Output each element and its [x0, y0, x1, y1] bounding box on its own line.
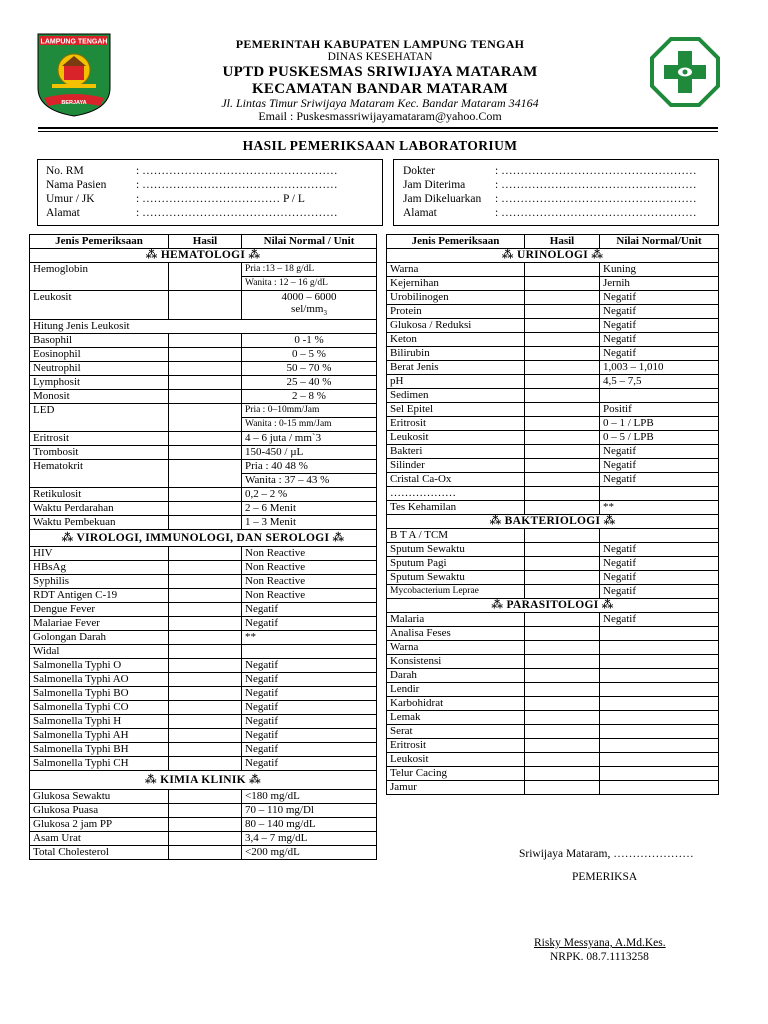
table-row: Monosit 2 – 8 %: [30, 390, 377, 404]
table-row: Sputum Sewaktu Negatif: [387, 543, 719, 557]
patient-info-box: [37, 159, 383, 226]
table-row: Trombosit 150-450 / µL: [30, 446, 377, 460]
table-row: Waktu Pembekuan 1 – 3 Menit: [30, 516, 377, 530]
patient-info-row: Alamat : ……………………………………………: [46, 207, 338, 219]
table-row: Salmonella Typhi CO Negatif: [30, 701, 377, 715]
header-department: DINAS KESEHATAN: [327, 51, 433, 63]
table-row: Karbohidrat: [387, 697, 719, 711]
table-row: Leukosit: [387, 753, 719, 767]
header-government: PEMERINTAH KABUPATEN LAMPUNG TENGAH: [235, 37, 525, 51]
table-row: Protein Negatif: [387, 305, 719, 319]
table-row: Malaria Negatif: [387, 613, 719, 627]
logo-top-text: LAMPUNG TENGAH: [40, 38, 108, 46]
table-row: Eritrosit: [387, 739, 719, 753]
doctor-info-row: Jam Diterima : ……………………………………………: [403, 179, 697, 191]
table-row: Analisa Feses: [387, 627, 719, 641]
table-row: Warna Kuning: [387, 263, 719, 277]
table-row: HIV Non Reactive: [30, 547, 377, 561]
column-header: Hasil: [525, 235, 600, 249]
table-row: Salmonella Typhi BO Negatif: [30, 687, 377, 701]
column-header: Nilai Normal/Unit: [600, 235, 719, 249]
examiner-name: Risky Messyana, A.Md.Kes.: [534, 937, 666, 949]
doctor-info-row: Alamat : ……………………………………………: [403, 207, 697, 219]
table-row: Hematokrit Pria : 40 48 %: [30, 460, 377, 474]
table-row: Hemoglobin Pria :13 – 18 g/dL: [30, 263, 377, 277]
header-district: KECAMATAN BANDAR MATARAM: [251, 81, 509, 97]
table-row: Glukosa Puasa 70 – 110 mg/Dl: [30, 804, 377, 818]
patient-info-row: Umur / JK : ……………………………… P / L: [46, 193, 305, 205]
table-row: Salmonella Typhi AO Negatif: [30, 673, 377, 687]
table-row: Widal: [30, 645, 377, 659]
table-row: Keton Negatif: [387, 333, 719, 347]
table-row: Leukosit 0 – 5 / LPB: [387, 431, 719, 445]
table-row: Neutrophil 50 – 70 %: [30, 362, 377, 376]
table-row: RDT Antigen C-19 Non Reactive: [30, 589, 377, 603]
table-row: Sel Epitel Positif: [387, 403, 719, 417]
table-header-row: [30, 235, 377, 249]
table-row: Glukosa 2 jam PP 80 – 140 mg/dL: [30, 818, 377, 832]
table-row: Salmonella Typhi BH Negatif: [30, 743, 377, 757]
table-row: Darah: [387, 669, 719, 683]
table-row: Hitung Jenis Leukosit: [30, 320, 377, 334]
table-row: Serat: [387, 725, 719, 739]
column-header: Jenis Pemeriksaan: [30, 235, 169, 249]
lampung-tengah-logo: [34, 32, 114, 118]
lab-table-right: [386, 234, 719, 795]
table-row: Bilirubin Negatif: [387, 347, 719, 361]
table-row: ………………: [387, 487, 719, 501]
column-header: Jenis Pemeriksaan: [387, 235, 525, 249]
table-row: Total Cholesterol <200 mg/dL: [30, 846, 377, 860]
header-institution: UPTD PUSKESMAS SRIWIJAYA MATARAM: [222, 64, 538, 80]
table-row: Eritrosit 0 – 1 / LPB: [387, 417, 719, 431]
table-row: LED Pria : 0–10mm/Jam: [30, 404, 377, 418]
section-kimia-klinik: ⁂ KIMIA KLINIK ⁂: [30, 771, 377, 790]
table-row: Tes Kehamilan **: [387, 501, 719, 515]
table-row: Eritrosit 4 – 6 juta / mm`3: [30, 432, 377, 446]
table-row: Glukosa Sewaktu <180 mg/dL: [30, 790, 377, 804]
document-title: HASIL PEMERIKSAAN LABORATORIUM: [242, 138, 518, 153]
section-hematologi: ⁂ HEMATOLOGI ⁂: [30, 249, 377, 263]
table-row: Bakteri Negatif: [387, 445, 719, 459]
table-row: Sedimen: [387, 389, 719, 403]
patient-info-row: Nama Pasien : ……………………………………………: [46, 179, 338, 191]
header-rule-thin: [38, 131, 718, 132]
puskesmas-logo: [650, 37, 720, 107]
table-row: Sputum Sewaktu Negatif: [387, 571, 719, 585]
table-row: Kejernihan Jernih: [387, 277, 719, 291]
table-row: Malariae Fever Negatif: [30, 617, 377, 631]
table-row: Mycobacterium Leprae Negatif: [387, 585, 719, 599]
table-row: pH 4,5 – 7,5: [387, 375, 719, 389]
header-email: Email : Puskesmassriwijayamataram@yahoo.Com: [258, 109, 502, 123]
examiner-role: PEMERIKSA: [572, 871, 638, 883]
doctor-info-row: Dokter : ……………………………………………: [403, 165, 697, 177]
table-row: Urobilinogen Negatif: [387, 291, 719, 305]
table-row: Retikulosit 0,2 – 2 %: [30, 488, 377, 502]
header-rule-thick: [38, 127, 718, 129]
doctor-info-row: Jam Dikeluarkan : ……………………………………………: [403, 193, 697, 205]
table-row: Basophil 0 -1 %: [30, 334, 377, 348]
column-header: Nilai Normal / Unit: [242, 235, 377, 249]
table-row: Waktu Perdarahan 2 – 6 Menit: [30, 502, 377, 516]
place-date: Sriwijaya Mataram, …………………: [519, 848, 694, 860]
table-row: Dengue Fever Negatif: [30, 603, 377, 617]
logo-bottom-text: BERJAYA: [61, 100, 87, 106]
header-address: Jl. Lintas Timur Sriwijaya Mataram Kec. Bandar Mataram 34164: [221, 96, 539, 110]
examiner-nrpk: NRPK. 08.7.1113258: [550, 951, 649, 963]
table-row: Lemak: [387, 711, 719, 725]
table-header-row: [387, 235, 719, 249]
section-parasitologi: ⁂ PARASITOLOGI ⁂: [387, 599, 719, 613]
table-row: Eosinophil 0 – 5 %: [30, 348, 377, 362]
table-row: Salmonella Typhi O Negatif: [30, 659, 377, 673]
column-header: Hasil: [169, 235, 242, 249]
table-row: Berat Jenis 1,003 – 1,010: [387, 361, 719, 375]
table-row: Glukosa / Reduksi Negatif: [387, 319, 719, 333]
table-row: Telur Cacing: [387, 767, 719, 781]
table-row: Syphilis Non Reactive: [30, 575, 377, 589]
table-row: Sputum Pagi Negatif: [387, 557, 719, 571]
section-bakteriologi: ⁂ BAKTERIOLOGI ⁂: [387, 515, 719, 529]
table-row: Leukosit 4000 – 6000 sel/$mm_3$: [30, 291, 377, 320]
section-urinologi: ⁂ URINOLOGI ⁂: [387, 249, 719, 263]
table-row: Salmonella Typhi H Negatif: [30, 715, 377, 729]
section-virologi: ⁂ VIROLOGI, IMMUNOLOGI, DAN SEROLOGI ⁂: [30, 530, 377, 547]
table-row: Asam Urat 3,4 – 7 mg/dL: [30, 832, 377, 846]
table-row: Salmonella Typhi CH Negatif: [30, 757, 377, 771]
table-row: Warna: [387, 641, 719, 655]
patient-info-row: No. RM : ……………………………………………: [46, 165, 338, 177]
table-row: Golongan Darah **: [30, 631, 377, 645]
table-row: Lymphosit 25 – 40 %: [30, 376, 377, 390]
table-row: Jamur: [387, 781, 719, 795]
table-row: Konsistensi: [387, 655, 719, 669]
table-row: Salmonella Typhi AH Negatif: [30, 729, 377, 743]
table-row: HBsAg Non Reactive: [30, 561, 377, 575]
table-row: B T A / TCM: [387, 529, 719, 543]
lab-table-left: Jenis Pemeriksaan Hasil Nilai Normal / Unit ⁂ HEMATOLOGI ⁂ Hemoglobin Pria :13 – 18 g/dL Wanita : 12 – 16 g/dL Leukosit 4000 – 6000 sel/$mm_3$ Hitung Jenis Leukosit Basophil 0 -1 % Eosinophil 0 – 5 % Neutrophil 50 – 70 % Lymphosit 25 – 40 % Monosit 2 – 8 % LED Pria : 0–10mm/Jam Wanita : 0-15 mm/Jam Eritrosit 4 – 6 juta / mm`3 Trombosit 150-450 / µL Hematokrit Pria : 40 48 % Wanita : 37 – 43 % Retikulosit 0,2 – 2 % Waktu Perdarahan 2 – 6 Menit Waktu Pembekuan 1 – 3 Menit ⁂ VIROLOGI, IMMUNOLOGI, DAN SEROLOGI ⁂ HIV Non Reactive HBsAg Non Reactive Syphilis Non Reactive RDT Antigen C-19 Non Reactive Dengue Fever Negatif Malariae Fever Negatif Golongan Darah ** Widal Salmonella Typhi O Negatif Salmonella Typhi AO Negatif Salmonella Typhi BO Negatif Salmonella Typhi CO Negatif Salmonella Typhi H Negatif Salmonella Typhi AH Negatif Salmonella Typhi BH Negatif Salmonella Typhi CH Negatif ⁂ KIMIA KLINIK ⁂ Glukosa Sewaktu <180 mg/dL Glukosa Puasa 70 – 110 mg/Dl Glukosa 2 jam PP 80 – 140 mg/dL Asam Urat 3,4 – 7 mg/dL Total Cholesterol <200 mg/dL: [29, 234, 377, 860]
doctor-info-box: [393, 159, 719, 226]
table-row: Silinder Negatif: [387, 459, 719, 473]
table-row: Cristal Ca-Ox Negatif: [387, 473, 719, 487]
table-row: Lendir: [387, 683, 719, 697]
